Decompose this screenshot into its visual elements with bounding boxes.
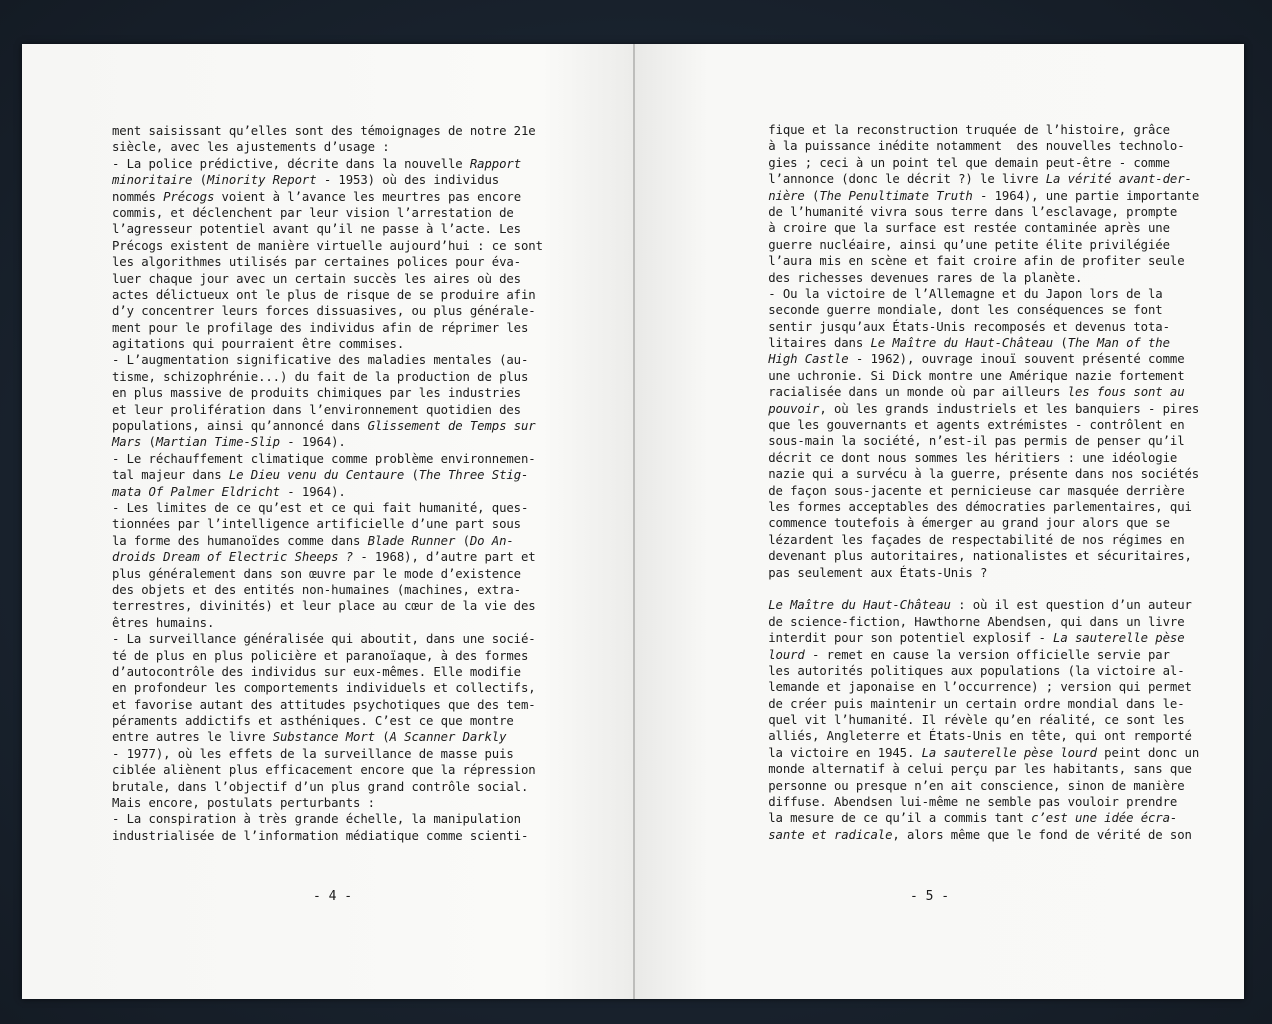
text-run: des objets et des entités non-humaines (machines, extra- <box>112 582 521 597</box>
text-run: , où les grands industriels et les banquiers - pires <box>819 401 1200 416</box>
text-line <box>739 450 1189 466</box>
text-run: terrestres, divinités) et leur place au cœur de la vie des <box>112 599 536 614</box>
text-run: - 1964), une partie importante <box>972 188 1200 203</box>
text-run: l’agresseur potentiel avant qu’il ne passe à l’acte. Les <box>112 222 521 237</box>
text-line <box>112 516 552 532</box>
text-run: - 1977), où les effets de la surveillance de masse puis <box>112 746 514 761</box>
italic-title: Blade Runner <box>367 533 456 548</box>
text-run: : où il est question d’un auteur <box>950 598 1192 613</box>
text-run: industrialisée de l’information médiatique comme scienti- <box>112 828 529 843</box>
text-line <box>112 729 552 745</box>
text-line <box>112 549 552 565</box>
text-line <box>112 402 552 418</box>
text-run: luer chaque jour avec un certain succès les aires où des <box>112 271 521 286</box>
text-run: que les gouvernants et agents extrémistes - contrôlent en <box>739 418 1185 433</box>
text-line <box>739 827 1192 843</box>
text-line <box>739 597 1192 613</box>
text-line <box>112 336 552 352</box>
text-run: sous-main la société, n’est-il pas permis de penser qu’il <box>739 434 1185 449</box>
text-run: la forme des humanoïdes comme dans <box>112 533 368 548</box>
text-run: - L’augmentation significative des maladies mentales (au- <box>112 353 529 368</box>
text-run: ( <box>804 188 820 203</box>
left-page <box>22 44 633 999</box>
text-run: la victoire en 1945. <box>739 745 922 760</box>
text-run: ( <box>1053 336 1068 351</box>
italic-title: La vérité avant-der- <box>1045 172 1192 187</box>
text-run: ( <box>455 533 470 548</box>
text-line <box>739 351 1189 367</box>
text-line <box>739 745 1200 761</box>
text-run: commis, et déclenchent par leur vision l’arrestation de <box>112 205 514 220</box>
text-line <box>739 384 1189 400</box>
text-line <box>112 697 552 713</box>
text-run: guerre nucléaire, ainsi qu’une petite élite privilégiée <box>739 237 1170 252</box>
text-run: gies ; ceci à un point tel que demain peut-être - comme <box>739 155 1170 170</box>
italic-title: Minority Report <box>206 173 317 188</box>
text-run: ment saisissant qu’elles sont des témoignages de notre 21e <box>112 124 536 138</box>
italic-title: Mars <box>112 435 142 450</box>
text-run: ( <box>404 468 419 483</box>
text-run: une uchronie. Si Dick montre une Amérique nazie fortement <box>739 368 1185 383</box>
italic-title: lourd <box>739 647 805 662</box>
text-line <box>112 631 552 647</box>
text-line <box>739 138 1189 154</box>
text-line <box>739 401 1200 417</box>
italic-title: Substance Mort <box>272 730 375 745</box>
italic-title: sante et radicale <box>739 827 893 842</box>
page-number-right: - 5 - <box>910 889 950 904</box>
text-line <box>112 533 552 549</box>
text-line <box>112 680 552 696</box>
text-line <box>739 433 1189 449</box>
italic-title: pouvoir <box>739 401 820 416</box>
italic-title: Le Dieu venu du Centaure <box>228 468 405 483</box>
open-booklet <box>22 44 1244 999</box>
text-run: êtres humains. <box>112 615 215 630</box>
text-line <box>739 286 1189 302</box>
text-line <box>112 205 552 221</box>
text-run: lemande et japonaise en l’occurrence) ; version qui permet <box>739 680 1192 695</box>
text-run: à croire que la surface est restée contaminée après une <box>739 221 1170 236</box>
text-run: - 1968), d’autre part et <box>353 550 536 565</box>
italic-title: Le Maître du Haut-Château <box>739 598 951 613</box>
text-line <box>739 548 1192 564</box>
text-line <box>112 303 552 319</box>
text-line <box>739 319 1189 335</box>
text-line <box>739 614 1189 630</box>
text-line <box>739 302 1189 318</box>
text-line <box>739 532 1189 548</box>
italic-title: The Man of the <box>1067 336 1170 351</box>
text-line <box>739 647 1189 663</box>
italic-title: Rapport <box>469 156 521 171</box>
text-run: Précogs existent de manière virtuelle aujourd’hui : ce sont <box>112 238 543 253</box>
text-line <box>739 712 1189 728</box>
text-run: ( <box>192 173 207 188</box>
italic-title: minoritaire <box>112 173 193 188</box>
italic-title: Précogs <box>163 189 215 204</box>
text-run: la mesure de ce qu’il a commis tant <box>739 811 1032 826</box>
text-line <box>739 515 1189 531</box>
text-run: voient à l’avance les meurtres pas encore <box>214 189 521 204</box>
text-line <box>112 320 552 336</box>
text-run: ment pour le profilage des individus afin de réprimer les <box>112 320 529 335</box>
italic-title: droids Dream of Electric Sheeps ? <box>112 550 354 565</box>
text-run: les formes acceptables des démocraties parlementaires, qui <box>739 499 1192 514</box>
text-run: tisme, schizophrénie...) du fait de la production de plus <box>112 369 529 384</box>
text-line <box>112 434 552 450</box>
italic-title: c’est une idée écra- <box>1031 811 1178 826</box>
text-run: tionnées par l’intelligence artificielle d’une part sous <box>112 517 521 532</box>
text-line <box>112 828 552 844</box>
text-run: devenant plus autoritaires, nationalistes et sécuritaires, <box>739 549 1192 564</box>
text-line <box>739 122 1189 138</box>
text-run: tal majeur dans <box>112 468 229 483</box>
italic-title: La sauterelle pèse <box>1053 631 1185 646</box>
text-line <box>739 630 1189 646</box>
text-line <box>112 287 552 303</box>
text-run: , alors même que le fond de vérité de son <box>892 827 1192 842</box>
text-run: de science-fiction, Hawthorne Abendsen, qui dans un livre <box>739 614 1185 629</box>
text-run: actes délictueux ont le plus de risque de se produire afin <box>112 287 536 302</box>
text-run: et favorise autant des attitudes psychotiques que des tem- <box>112 697 536 712</box>
text-run: peint donc un <box>1096 745 1200 760</box>
text-line <box>112 385 552 401</box>
text-line <box>112 451 552 467</box>
text-run: - La conspiration à très grande échelle, la manipulation <box>112 812 521 827</box>
text-line <box>739 778 1189 794</box>
text-run: litaires dans <box>739 336 871 351</box>
text-line <box>112 156 552 172</box>
text-line <box>739 483 1189 499</box>
text-run: commence toutefois à émerger au grand jour alors que se <box>739 516 1170 531</box>
text-run: - 1953) où des individus <box>316 173 500 188</box>
text-run: ( <box>141 435 156 450</box>
text-line <box>739 581 1189 597</box>
text-line <box>739 696 1189 712</box>
text-run: monde alternatif à celui perçu par les habitants, sans que <box>739 762 1192 777</box>
text-run: alliés, Angleterre et États-Unis en tête, qui ont remporté <box>739 729 1192 744</box>
text-line <box>739 171 1192 187</box>
text-line <box>739 155 1189 171</box>
text-run: fique et la reconstruction truquée de l’histoire, grâce <box>739 123 1170 137</box>
text-line <box>112 467 552 483</box>
text-run: l’aura mis en scène et fait croire afin de profiter seule <box>739 254 1185 269</box>
text-line <box>112 615 552 631</box>
right-page <box>635 44 1244 999</box>
text-run: - Les limites de ce qu’est et ce qui fait humanité, ques- <box>112 500 529 515</box>
text-line <box>739 270 1189 286</box>
text-line <box>112 254 552 270</box>
italic-title: mata Of Palmer Eldricht <box>112 484 280 499</box>
text-line <box>112 582 552 598</box>
text-run: siècle, avec les ajustements d’usage : <box>112 140 390 155</box>
text-run: té de plus en plus policière et paranoïaque, à des formes <box>112 648 529 663</box>
text-run: nommés <box>112 189 164 204</box>
text-line <box>112 746 552 762</box>
text-line <box>739 368 1189 384</box>
text-line <box>739 466 1200 482</box>
text-run: - La surveillance généralisée qui aboutit, dans une socié- <box>112 632 536 647</box>
text-line <box>112 811 552 827</box>
text-run: populations, ainsi qu’annoncé dans <box>112 419 368 434</box>
text-run: de créer puis maintenir un certain ordre mondial dans le- <box>739 696 1185 711</box>
text-line <box>112 418 552 434</box>
text-run: décrit ce dont nous sommes les héritiers : une idéologie <box>739 450 1178 465</box>
text-run: lézardent les façades de respectabilité de nos régimes en <box>739 532 1185 547</box>
italic-title: Do An- <box>469 533 514 548</box>
text-line <box>112 664 552 680</box>
text-line <box>739 794 1189 810</box>
text-run: personne ou presque n’en ait conscience, sinon de manière <box>739 778 1185 793</box>
italic-title: The Three Stig- <box>418 468 529 483</box>
text-run: d’autocontrôle des individus sur eux-mêmes. Elle modifie <box>112 664 521 679</box>
text-line <box>112 566 552 582</box>
text-line <box>739 499 1192 515</box>
text-run: les autorités politiques aux populations (la victoire al- <box>739 663 1185 678</box>
text-line <box>112 172 552 188</box>
left-page-text <box>112 123 552 844</box>
text-run: à la puissance inédite notamment des nouvelles technolo- <box>739 139 1185 154</box>
text-run: diffuse. Abendsen lui-même ne semble pas vouloir prendre <box>739 795 1178 810</box>
text-run: - 1964). <box>280 435 346 450</box>
text-run: péraments addictifs et asthéniques. C’est ce que montre <box>112 714 514 729</box>
text-run: ( <box>374 730 390 745</box>
text-run: en plus massive de produits chimiques par les industries <box>112 386 521 401</box>
text-run: - Ou la victoire de l’Allemagne et du Japon lors de la <box>739 286 1163 301</box>
italic-title: High Castle <box>739 352 849 367</box>
text-line <box>739 679 1192 695</box>
text-line <box>739 335 1189 351</box>
text-run: d’y concentrer leurs forces dissuasives, ou plus générale- <box>112 304 536 319</box>
text-line <box>112 500 552 516</box>
text-run: plus généralement dans son œuvre par le mode d’existence <box>112 566 521 581</box>
text-run: Mais encore, postulats perturbants : <box>112 796 375 811</box>
text-run: brutale, dans l’objectif d’un plus grand contrôle social. <box>112 779 529 794</box>
italic-title: Martian Time-Slip <box>155 435 280 450</box>
italic-title: Le Maître du Haut-Château <box>870 336 1054 351</box>
italic-title: La sauterelle pèse lourd <box>921 745 1097 760</box>
italic-title: Glissement de Temps sur <box>367 419 536 434</box>
text-line <box>739 237 1189 253</box>
text-run: entre autres le livre <box>112 730 273 745</box>
text-line <box>112 779 552 795</box>
text-line <box>112 221 552 237</box>
text-line <box>112 713 552 729</box>
italic-title: The Penultimate Truth <box>819 188 973 203</box>
text-run: - remet en cause la version officielle servie par <box>804 647 1170 662</box>
italic-title: A Scanner Darkly <box>389 730 507 745</box>
page-number-left: - 4 - <box>313 889 353 904</box>
text-run: interdit pour son potentiel explosif - <box>739 631 1054 646</box>
text-line <box>739 663 1189 679</box>
text-line <box>112 189 552 205</box>
text-run: de façon sous-jacente et pernicieuse car masquée derrière <box>739 483 1185 498</box>
text-run: racialisée dans un monde où par ailleurs <box>739 385 1068 400</box>
text-run: - 1964). <box>279 484 346 499</box>
text-run: quel vit l’humanité. Il révèle qu’en réalité, ce sont les <box>739 713 1185 728</box>
text-line <box>739 810 1189 826</box>
text-run: sentir jusqu’aux États-Unis recomposés et devenus tota- <box>739 319 1170 334</box>
text-line <box>739 417 1189 433</box>
text-line <box>112 271 552 287</box>
text-line <box>112 139 552 155</box>
text-run: - La police prédictive, décrite dans la nouvelle <box>112 156 470 171</box>
text-line <box>112 123 552 139</box>
text-run: - 1962), ouvrage inouï souvent présenté comme <box>848 352 1185 367</box>
text-run: l’annonce (donc le décrit ?) le livre <box>739 172 1046 187</box>
text-line <box>112 238 552 254</box>
text-line <box>739 204 1189 220</box>
text-run: seconde guerre mondiale, dont les conséquences se font <box>739 303 1163 318</box>
text-line <box>112 795 552 811</box>
right-page-text <box>739 122 1200 843</box>
text-line <box>739 253 1189 269</box>
text-line <box>739 565 1189 581</box>
italic-title: les fous sont au <box>1067 385 1185 400</box>
text-line <box>739 188 1200 204</box>
text-line <box>112 352 552 368</box>
text-run: de l’humanité vivra sous terre dans l’esclavage, prompte <box>739 204 1178 219</box>
text-run: ciblée aliènent plus efficacement encore que la répression <box>112 763 536 778</box>
text-run: nazie qui a survécu à la guerre, présente dans nos sociétés <box>739 467 1200 482</box>
text-run: en profondeur les comportements individuels et collectifs, <box>112 681 536 696</box>
text-line <box>739 220 1189 236</box>
text-line <box>739 728 1192 744</box>
text-line <box>739 761 1192 777</box>
text-run: agitations qui pourraient être commises. <box>112 337 405 352</box>
text-line <box>112 484 552 500</box>
italic-title: nière <box>739 188 805 203</box>
text-line <box>112 762 552 778</box>
text-run: et leur prolifération dans l’environnement quotidien des <box>112 402 521 417</box>
text-run: pas seulement aux États-Unis ? <box>739 565 988 580</box>
text-run: les algorithmes utilisés par certaines polices pour éva- <box>112 255 521 270</box>
text-run: des richesses devenues rares de la planète. <box>739 270 1083 285</box>
text-run: - Le réchauffement climatique comme problème environnemen- <box>112 451 536 466</box>
text-line <box>112 598 552 614</box>
text-line <box>112 369 552 385</box>
text-line <box>112 648 552 664</box>
